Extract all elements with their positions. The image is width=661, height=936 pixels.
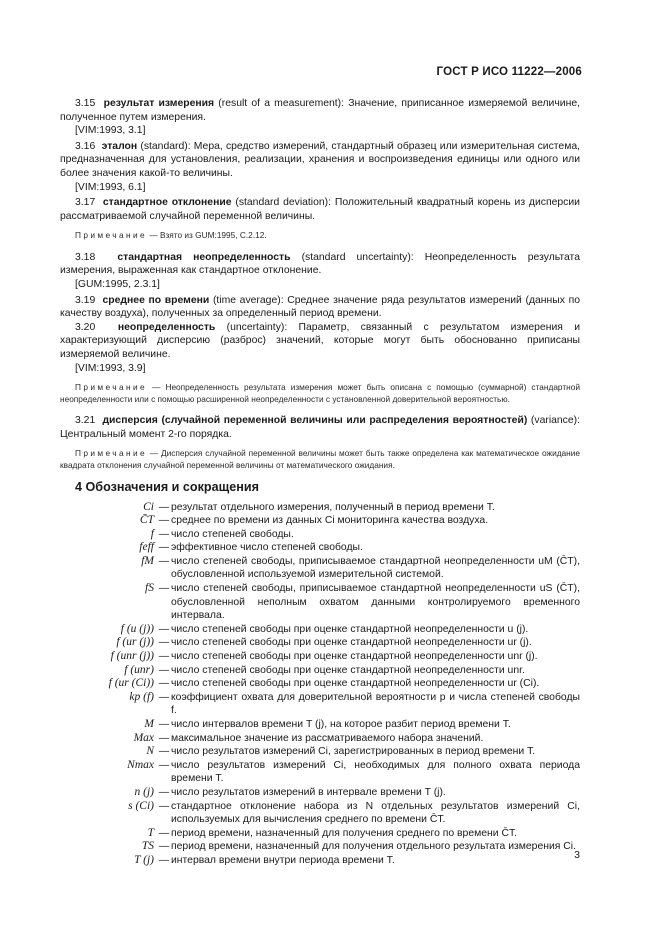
note: Примечание — Дисперсия случайной переменной величины может быть также определена как математическое ожидание квадрата отклонения случайной переменной величины от математического ожидания.: [60, 448, 580, 470]
symbol: Ci: [143, 500, 154, 513]
symbol: f: [150, 527, 154, 540]
symbol: M: [144, 718, 154, 730]
symbol-description: период времени, назначенный для получения среднего по времени C̄T.: [171, 827, 518, 839]
symbol-dash: —: [158, 854, 170, 866]
symbol-row: [60, 732, 580, 746]
symbol-description: число степеней свободы при оценке стандартной неопределенности u (j).: [171, 623, 529, 635]
term-3-16: 3.16 эталон (standard): Мера, средство измерений, стандартный образец или измерительная система, предназначенная для установления, реализации, хранения и воспроизведения единицы или одного или более значения какой-то величины.: [60, 140, 580, 179]
symbol: T (j): [134, 853, 154, 866]
term-3-17: 3.17 стандартное отклонение (standard deviation): Положительный квадратный корень из дисперсии рассматриваемой случайной переменной величины.: [60, 197, 580, 222]
symbol-row: [60, 650, 580, 664]
symbol-dash: —: [158, 555, 170, 567]
symbol-description: число результатов измерений в интервале времени T (j).: [171, 786, 446, 798]
symbol-description: число степеней свободы, приписываемое стандартной неопределенности uS (C̄T), обусловленной неполным охватом данными контролируемого временного интервала.: [171, 583, 580, 622]
symbol: fS: [145, 582, 154, 595]
symbol-description: число интервалов времени T (j), на которое разбит период времени T.: [171, 719, 511, 730]
symbol-description: число результатов измерений Ci, необходимых для полного охвата периода времени T.: [171, 759, 580, 785]
symbol-description: среднее по времени из данных Ci мониторинга качества воздуха.: [171, 515, 489, 527]
symbol-row: [60, 501, 580, 515]
symbol-dash: —: [158, 678, 170, 690]
symbol-dash: —: [158, 746, 170, 758]
symbol-row: [60, 786, 580, 800]
symbol: s (Ci): [128, 799, 154, 812]
symbol: N: [146, 745, 154, 758]
symbol-row: [60, 759, 580, 786]
symbol-row: [60, 718, 580, 732]
symbol-row: [60, 636, 580, 650]
symbol-description: эффективное число степеней свободы.: [171, 542, 363, 554]
symbol-dash: —: [158, 841, 170, 853]
symbol: f (ur (Ci)): [108, 677, 154, 690]
symbol-row: [60, 840, 580, 854]
symbol-dash: —: [158, 623, 170, 635]
symbol-dash: —: [158, 515, 170, 527]
symbol: f (ur (j)): [116, 636, 154, 649]
term-3-21: 3.21 дисперсия (случайной переменной величины или распределения вероятностей) (variance): Центральный момент 2-го порядка.: [60, 414, 581, 440]
symbol: TS: [141, 840, 154, 853]
symbol-description: максимальное значение из рассматриваемого набора значений.: [171, 732, 484, 744]
symbol-dash: —: [158, 827, 170, 839]
symbol-row: [60, 582, 580, 623]
symbol-dash: —: [158, 637, 170, 649]
symbol-dash: —: [158, 542, 170, 554]
note: Примечание — Неопределенность результата измерения может быть описана с помощью (суммарной) стандартной неопределенности или с помощью расширенной неопределенности с установленной доверительной вероятностью.: [60, 382, 580, 404]
symbol: n (j): [134, 785, 154, 798]
symbol: Nmax: [127, 758, 154, 771]
term-3-20: 3.20 неопределенность (uncertainty): Параметр, связанный с результатом измерения и характеризующий дисперсию (разброс) значений, которые могут быть обоснованно приписаны измеряемой величине.: [60, 321, 580, 360]
symbol: Max: [133, 731, 154, 744]
symbol-row: [60, 623, 580, 637]
section-heading: 4 Обозначения и сокращения: [75, 479, 259, 494]
symbol-row: [60, 555, 580, 582]
symbol-description: число степеней свободы при оценке стандартной неопределенности unr.: [171, 664, 525, 676]
symbol: C̄T: [139, 514, 154, 527]
reference: [GUM:1995, 2.3.1]: [75, 278, 160, 290]
symbol-dash: —: [158, 528, 170, 540]
symbol-row: [60, 800, 580, 827]
symbol-dash: —: [158, 501, 170, 513]
symbol-description: число результатов измерений Ci, зарегистрированных в период времени T.: [171, 746, 536, 758]
symbol: fM: [141, 554, 154, 567]
symbol: f (u (j)): [120, 622, 154, 635]
symbol-dash: —: [158, 732, 170, 744]
symbol-description: число степеней свободы при оценке стандартной неопределенности unr (j).: [171, 651, 538, 663]
symbol-row: [60, 691, 580, 718]
document-body: [60, 97, 580, 868]
symbol-description: число степеней свободы при оценке стандартной неопределенности ur (j).: [171, 637, 532, 649]
symbol-row: [60, 664, 580, 678]
symbol-dash: —: [158, 583, 170, 595]
symbol-row: [60, 827, 580, 841]
symbol-description: стандартное отклонение набора из N отдельных результатов измерений Ci, используемых для вычисления среднего по времени C̄T.: [171, 800, 580, 826]
standard-header: ГОСТ Р ИСО 11222—2006: [436, 66, 582, 78]
symbol-description: число степеней свободы при оценке стандартной неопределенности ur (Ci).: [171, 678, 540, 690]
symbol-description: интервал времени внутри периода времени T.: [171, 854, 395, 866]
symbol-description: число степеней свободы.: [171, 528, 294, 540]
symbol-dash: —: [158, 719, 170, 730]
reference: [VIM:1993, 3.1]: [75, 125, 146, 137]
symbol-dash: —: [158, 786, 170, 798]
term-3-15: 3.15 результат измерения (result of a measurement): Значение, приписанное измеряемой величине, полученное путем измерения.: [60, 98, 580, 123]
symbol-row: [60, 677, 580, 691]
symbol: f (unr (j)): [110, 650, 154, 663]
symbol: feff: [139, 541, 154, 554]
symbol-row: [60, 745, 580, 759]
symbol-description: число степеней свободы, приписываемое стандартной неопределенности uM (C̄T), обусловленной используемой измерительной системой.: [171, 555, 580, 581]
symbol-row: [60, 514, 580, 528]
term-3-18: 3.18 стандартная неопределенность (standard uncertainty): Неопределенность результата измерения, выраженная как стандартное отклонение.: [60, 251, 580, 277]
symbol-row: [60, 854, 580, 868]
symbol-dash: —: [158, 664, 170, 676]
symbol-description: результат отдельного измерения, полученный в период времени T.: [171, 501, 495, 513]
symbol-row: [60, 528, 580, 542]
term-3-19: 3.19 среднее по времени (time average): Среднее значение ряда результатов измерений (данных по качеству воздуха), полученных за определенный период времени.: [60, 294, 580, 320]
symbol-description: период времени, назначенный для получения отдельного результата измерения Ci.: [171, 841, 576, 853]
symbol-dash: —: [158, 800, 170, 812]
reference: [VIM:1993, 3.9]: [75, 362, 146, 374]
symbol-dash: —: [158, 759, 170, 771]
symbol: f (unr): [124, 663, 154, 676]
symbol-row: [60, 541, 580, 555]
note: Примечание — Взято из GUM:1995, С.2.12.: [75, 230, 267, 241]
reference: [VIM:1993, 6.1]: [75, 181, 146, 193]
symbol: T: [147, 826, 154, 839]
page-number: 3: [574, 849, 580, 861]
symbol: kp (f): [129, 690, 154, 703]
symbol-description: коэффициент охвата для доверительной вероятности p и числа степеней свободы f.: [171, 691, 580, 717]
symbol-list: [60, 501, 580, 868]
symbol-dash: —: [158, 691, 170, 703]
symbol-dash: —: [158, 651, 170, 663]
